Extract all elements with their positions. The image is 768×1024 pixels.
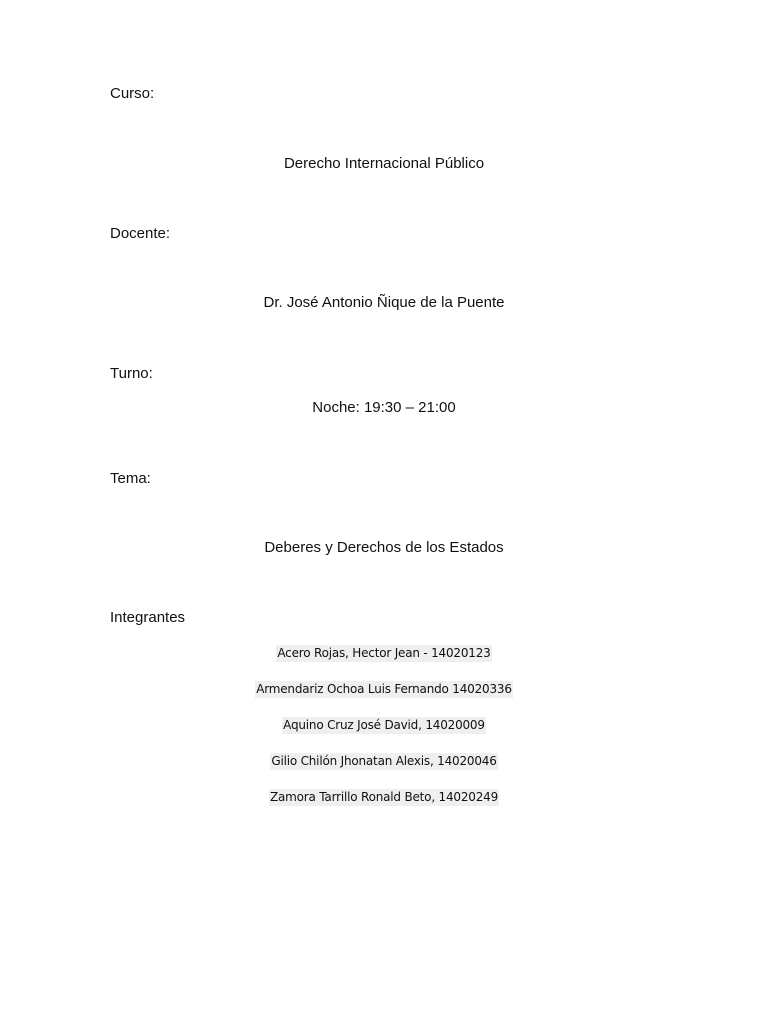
member-name: Gilio Chilón Jhonatan Alexis, 14020046 <box>271 754 497 768</box>
course-value: Derecho Internacional Público <box>283 155 485 172</box>
member-name: Armendariz Ochoa Luis Fernando 14020336 <box>256 682 512 696</box>
member-item <box>0 644 768 680</box>
shift-value: Noche: 19:30 – 21:00 <box>312 399 456 416</box>
member-item <box>0 788 768 824</box>
shift-label: Turno: <box>110 365 153 382</box>
member-item <box>0 680 768 716</box>
member-name: Aquino Cruz José David, 14020009 <box>283 718 485 732</box>
teacher-value: Dr. José Antonio Ñique de la Puente <box>263 294 505 311</box>
members-list <box>0 644 768 824</box>
member-item <box>0 716 768 752</box>
member-name: Zamora Tarrillo Ronald Beto, 14020249 <box>269 790 499 804</box>
teacher-label: Docente: <box>110 225 171 242</box>
member-name: Acero Rojas, Hector Jean - 14020123 <box>277 646 491 660</box>
topic-label: Tema: <box>110 470 151 487</box>
member-item <box>0 752 768 788</box>
members-label: Integrantes <box>110 609 186 626</box>
topic-value: Deberes y Derechos de los Estados <box>264 539 504 556</box>
course-label: Curso: <box>110 85 155 102</box>
